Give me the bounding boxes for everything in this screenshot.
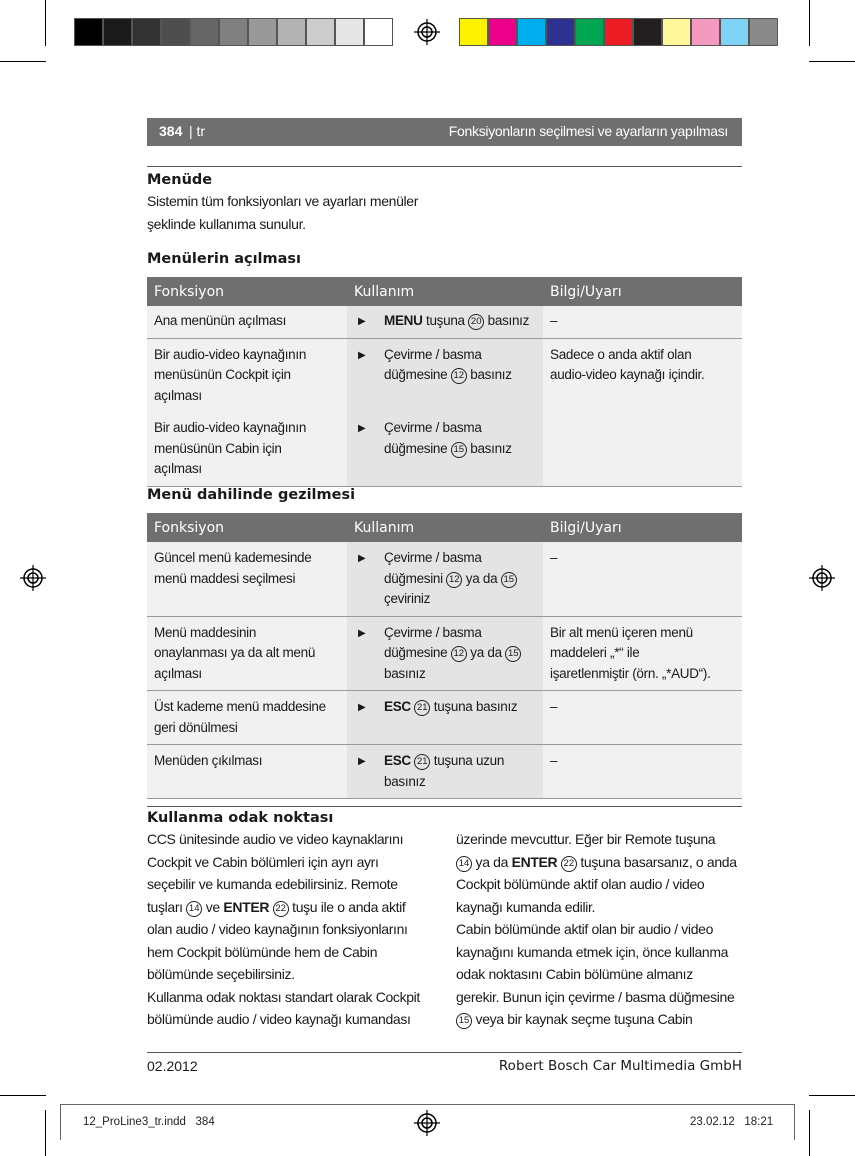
registration-mark-icon [20, 565, 46, 591]
section-heading: Menülerin açılması [147, 251, 302, 267]
slug-frame [794, 1104, 795, 1140]
color-swatch [132, 18, 161, 46]
slug-frame [60, 1104, 795, 1105]
section-heading: Menüde [147, 172, 213, 188]
color-swatch [103, 18, 132, 46]
crop-mark [0, 61, 46, 62]
menu-opening-table [147, 277, 742, 487]
slug-frame [60, 1104, 61, 1140]
slug-datetime: 23.02.12 18:21 [690, 1116, 774, 1128]
control-number-badge: 22 [561, 856, 577, 872]
column-header: Bilgi/Uyarı [543, 513, 742, 542]
column-header: Bilgi/Uyarı [543, 277, 742, 306]
color-swatch [604, 18, 633, 46]
right-column-text: üzerinde mevcuttur. Eğer bir Remote tuşuna 14 ya da ENTER 22 tuşuna basarsanız, o anda Cockpit bölümünde aktif olan audio / video kaynağı kumanda edilir. Cabin bölümünde aktif olan bir audio / video kaynağını kumanda etmek için, önce kullanma odak noktasını Cabin bölümüne almanız gerekir. Bunun için çevirme / basma düğmesine 15 veya bir kaynak seçme tuşuna Cabin [456, 831, 737, 1027]
color-swatch [546, 18, 575, 46]
color-swatch [633, 18, 662, 46]
section-heading: Kullanma odak noktası [147, 810, 334, 826]
color-swatch [488, 18, 517, 46]
color-swatch [161, 18, 190, 46]
crop-mark [809, 1095, 855, 1096]
color-swatch [662, 18, 691, 46]
table-row: Menü maddesinin onaylanması ya da alt menü açılması ▶ Çevirme / basma düğmesine 12 ya da 15 basınız Bir alt menü içeren menü maddeleri „*“ ile işaretlenmiştir (örn. „*AUD“). [147, 616, 742, 691]
color-swatch [306, 18, 335, 46]
bullet-triangle-icon: ▶ [358, 349, 366, 361]
control-number-badge: 14 [186, 901, 202, 917]
control-number-badge: 15 [456, 1013, 472, 1029]
registration-mark-icon [809, 565, 835, 591]
divider [147, 806, 742, 807]
crop-mark [809, 0, 810, 46]
divider [147, 1052, 742, 1053]
color-swatch [517, 18, 546, 46]
color-swatch [749, 18, 778, 46]
table-row: Menüden çıkılması ▶ ESC 21 tuşuna uzun basınız – [147, 745, 742, 799]
control-number-badge: 21 [414, 754, 430, 770]
page-number: 384 [159, 123, 183, 139]
section-paragraph: Sistemin tüm fonksiyonları ve ayarları menüler şeklinde kullanıma sunulur. [147, 193, 419, 232]
left-column-text: CCS ünitesinde audio ve video kaynaklarını Cockpit ve Cabin bölümleri için ayrı ayrı seçebilir ve kumanda edebilirsiniz. Remote tuşları 14 ve ENTER 22 tuşu ile o anda aktif olan audio / video kaynağının fonksiyonlarını hem Cockpit bölümünde hem de Cabin bölümünde seçebilirsiniz. Kullanma odak noktası standart olarak Cockpit bölümünde audio / video kaynağı kumandası [147, 831, 420, 1027]
color-swatch [720, 18, 749, 46]
color-swatch [277, 18, 306, 46]
color-swatch [74, 18, 103, 46]
color-swatch [459, 18, 488, 46]
crop-mark [45, 1110, 46, 1156]
bullet-triangle-icon: ▶ [358, 423, 366, 434]
control-number-badge: 12 [451, 646, 467, 662]
table-row: Güncel menü kademesinde menü maddesi seçilmesi ▶ Çevirme / basma düğmesini 12 ya da 15 çeviriniz – [147, 542, 742, 616]
page-title: Fonksiyonların seçilmesi ve ayarların yapılması [448, 123, 728, 139]
color-swatch [248, 18, 277, 46]
color-swatch [335, 18, 364, 46]
control-number-badge: 14 [456, 856, 472, 872]
column-header: Fonksiyon [147, 277, 347, 306]
bullet-triangle-icon: ▶ [358, 702, 366, 713]
control-number-badge: 21 [414, 700, 430, 716]
slug-filename: 12_ProLine3_tr.indd 384 [83, 1116, 215, 1128]
page-header [147, 118, 742, 146]
table-row: Bir audio-video kaynağının menüsünün Cabin için açılması ▶ Çevirme / basma düğmesine 15 basınız [147, 412, 742, 486]
control-number-badge: 12 [451, 368, 467, 384]
control-number-badge: 22 [273, 901, 289, 917]
control-number-badge: 12 [446, 572, 462, 588]
color-swatch [575, 18, 604, 46]
crop-mark [809, 1110, 810, 1156]
control-number-badge: 20 [468, 314, 484, 330]
crop-mark [0, 1095, 46, 1096]
table-row: Bir audio-video kaynağının menüsünün Cockpit için açılması ▶ Çevirme / basma düğmesine 12 basınız Sadece o anda aktif olan audio-video kaynağı içindir. [147, 338, 742, 412]
language-code: | tr [189, 123, 206, 139]
table-row: Ana menünün açılması ▶ MENU tuşuna 20 basınız – [147, 306, 742, 338]
registration-mark-icon [414, 19, 440, 45]
section-heading: Menü dahilinde gezilmesi [147, 487, 356, 503]
color-swatch [190, 18, 219, 46]
control-number-badge: 15 [451, 442, 467, 458]
crop-mark [45, 0, 46, 46]
bullet-triangle-icon: ▶ [358, 756, 366, 767]
column-header: Kullanım [347, 513, 543, 542]
divider [147, 166, 742, 167]
bullet-triangle-icon: ▶ [358, 316, 366, 327]
footer-company: Robert Bosch Car Multimedia GmbH [498, 1058, 742, 1074]
color-swatch [219, 18, 248, 46]
column-header: Kullanım [347, 277, 543, 306]
bullet-triangle-icon: ▶ [358, 553, 366, 564]
control-number-badge: 15 [505, 646, 521, 662]
control-number-badge: 15 [501, 572, 517, 588]
crop-mark [809, 61, 855, 62]
color-swatch [691, 18, 720, 46]
color-swatch [364, 18, 393, 46]
bullet-triangle-icon: ▶ [358, 627, 366, 639]
column-header: Fonksiyon [147, 513, 347, 542]
footer-date: 02.2012 [147, 1058, 198, 1074]
menu-navigation-table [147, 513, 742, 799]
registration-mark-icon [414, 1110, 440, 1136]
table-row: Üst kademe menü maddesine geri dönülmesi ▶ ESC 21 tuşuna basınız – [147, 691, 742, 745]
